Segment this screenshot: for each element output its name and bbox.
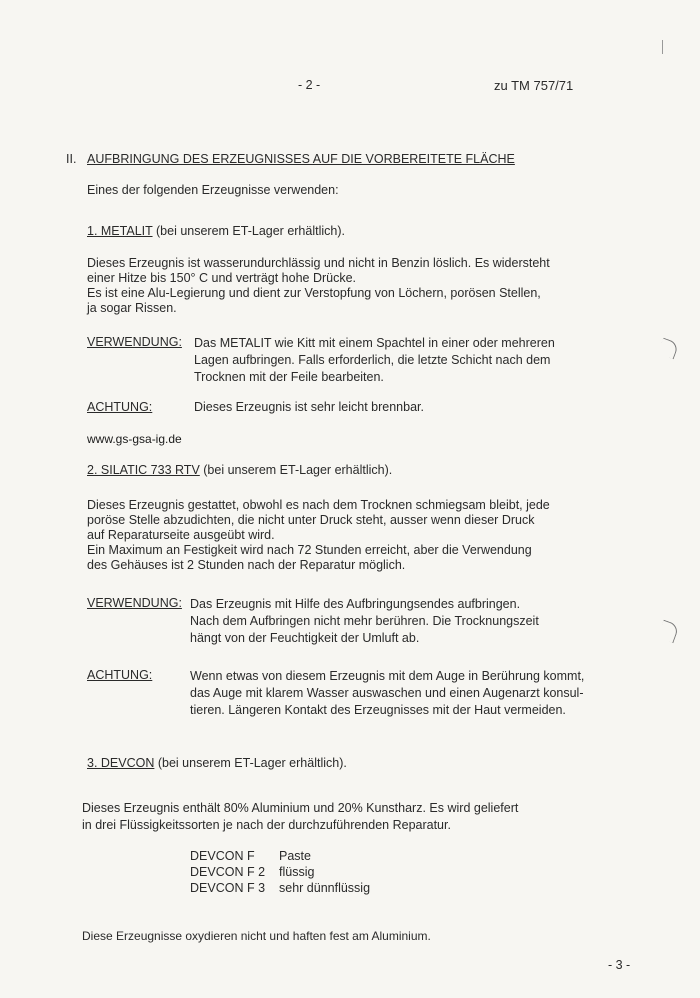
scan-mark (658, 338, 680, 360)
variant-code: F 3 (247, 881, 266, 895)
text-line: des Gehäuses ist 2 Stunden nach der Reparatur möglich. (87, 558, 406, 572)
variant-name: DEVCON (190, 881, 244, 895)
devcon-heading-row (87, 756, 347, 770)
silatic-heading: 2. SILATIC 733 RTV (87, 463, 200, 477)
text-line: tieren. Längeren Kontakt des Erzeugnisses mit der Haut vermeiden. (190, 703, 566, 717)
silatic-description (87, 498, 550, 573)
watermark-url: www.gs-gsa-ig.de (87, 432, 182, 446)
variant-desc: flüssig (279, 865, 315, 879)
text-line: Ein Maximum an Festigkeit wird nach 72 Stunden erreicht, aber die Verwendung (87, 543, 532, 557)
variant-code: F (247, 849, 255, 863)
text-line: ja sogar Rissen. (87, 301, 177, 315)
text-line: Dieses Erzeugnis gestattet, obwohl es nach dem Trocknen schmiegsam bleibt, jede (87, 498, 550, 512)
devcon-closing: Diese Erzeugnisse oxydieren nicht und haften fest am Aluminium. (82, 929, 431, 943)
devcon-heading: 3. DEVCON (87, 756, 155, 770)
devcon-variant-row (190, 848, 370, 864)
text-line: Lagen aufbringen. Falls erforderlich, die letzte Schicht nach dem (194, 353, 551, 367)
variant-code: F 2 (247, 865, 266, 879)
devcon-variant-row (190, 864, 370, 880)
devcon-heading-suffix: (bei unserem ET-Lager erhältlich). (154, 756, 347, 770)
silatic-warning-label: ACHTUNG: (87, 668, 153, 682)
silatic-warning-text (190, 668, 584, 719)
text-line: Nach dem Aufbringen nicht mehr berühren. Die Trocknungszeit (190, 614, 539, 628)
text-line: poröse Stelle abzudichten, die nicht unter Druck steht, ausser wenn dieser Druck (87, 513, 535, 527)
variant-desc: sehr dünnflüssig (279, 881, 371, 895)
section-title: AUFBRINGUNG DES ERZEUGNISSES AUF DIE VORBEREITETE FLÄCHE (87, 152, 515, 166)
metalit-usage-text (194, 335, 555, 386)
metalit-heading-row (87, 224, 345, 238)
text-line: in drei Flüssigkeitssorten je nach der durchzuführenden Reparatur. (82, 818, 451, 832)
next-page-number: - 3 - (608, 958, 631, 972)
text-line: Dieses Erzeugnis enthält 80% Aluminium und 20% Kunstharz. Es wird geliefert (82, 801, 519, 815)
devcon-variants (190, 848, 370, 896)
text-line: Dieses Erzeugnis ist wasserundurchlässig und nicht in Benzin löslich. Es widersteht (87, 256, 550, 270)
metalit-usage-label: VERWENDUNG: (87, 335, 182, 349)
text-line: Das Erzeugnis mit Hilfe des Aufbringungsendes aufbringen. (190, 597, 521, 611)
text-line: Es ist eine Alu-Legierung und dient zur Verstopfung von Löchern, porösen Stellen, (87, 286, 541, 300)
text-line: hängt von der Feuchtigkeit der Umluft ab. (190, 631, 420, 645)
text-line: Wenn etwas von diesem Erzeugnis mit dem Auge in Berührung kommt, (190, 669, 585, 683)
text-line: auf Reparaturseite ausgeübt wird. (87, 528, 275, 542)
scan-mark (657, 620, 679, 644)
text-line: Trocknen mit der Feile bearbeiten. (194, 370, 384, 384)
devcon-variant-row (190, 880, 370, 896)
text-line: Das METALIT wie Kitt mit einem Spachtel in einer oder mehreren (194, 336, 555, 350)
metalit-heading: 1. METALIT (87, 224, 153, 238)
metalit-warning-text: Dieses Erzeugnis ist sehr leicht brennbar. (194, 400, 424, 414)
variant-desc: Paste (279, 849, 311, 863)
variant-name: DEVCON (190, 865, 244, 879)
document-reference: zu TM 757/71 (494, 78, 574, 93)
silatic-heading-suffix: (bei unserem ET-Lager erhältlich). (199, 463, 393, 477)
silatic-heading-row (87, 463, 392, 477)
page-number: - 2 - (298, 78, 321, 92)
metalit-description (87, 256, 550, 316)
metalit-warning-label: ACHTUNG: (87, 400, 153, 414)
scan-mark (662, 40, 663, 54)
text-line: einer Hitze bis 150° C und verträgt hohe Drücke. (87, 271, 357, 285)
section-intro: Eines der folgenden Erzeugnisse verwenden: (87, 183, 339, 197)
section-number: II. (66, 152, 77, 166)
silatic-usage-text (190, 596, 539, 647)
metalit-heading-suffix: (bei unserem ET-Lager erhältlich). (152, 224, 345, 238)
silatic-usage-label: VERWENDUNG: (87, 596, 182, 610)
devcon-description (82, 800, 518, 834)
variant-name: DEVCON (190, 849, 244, 863)
text-line: das Auge mit klarem Wasser auswaschen und einen Augenarzt konsul- (190, 686, 584, 700)
